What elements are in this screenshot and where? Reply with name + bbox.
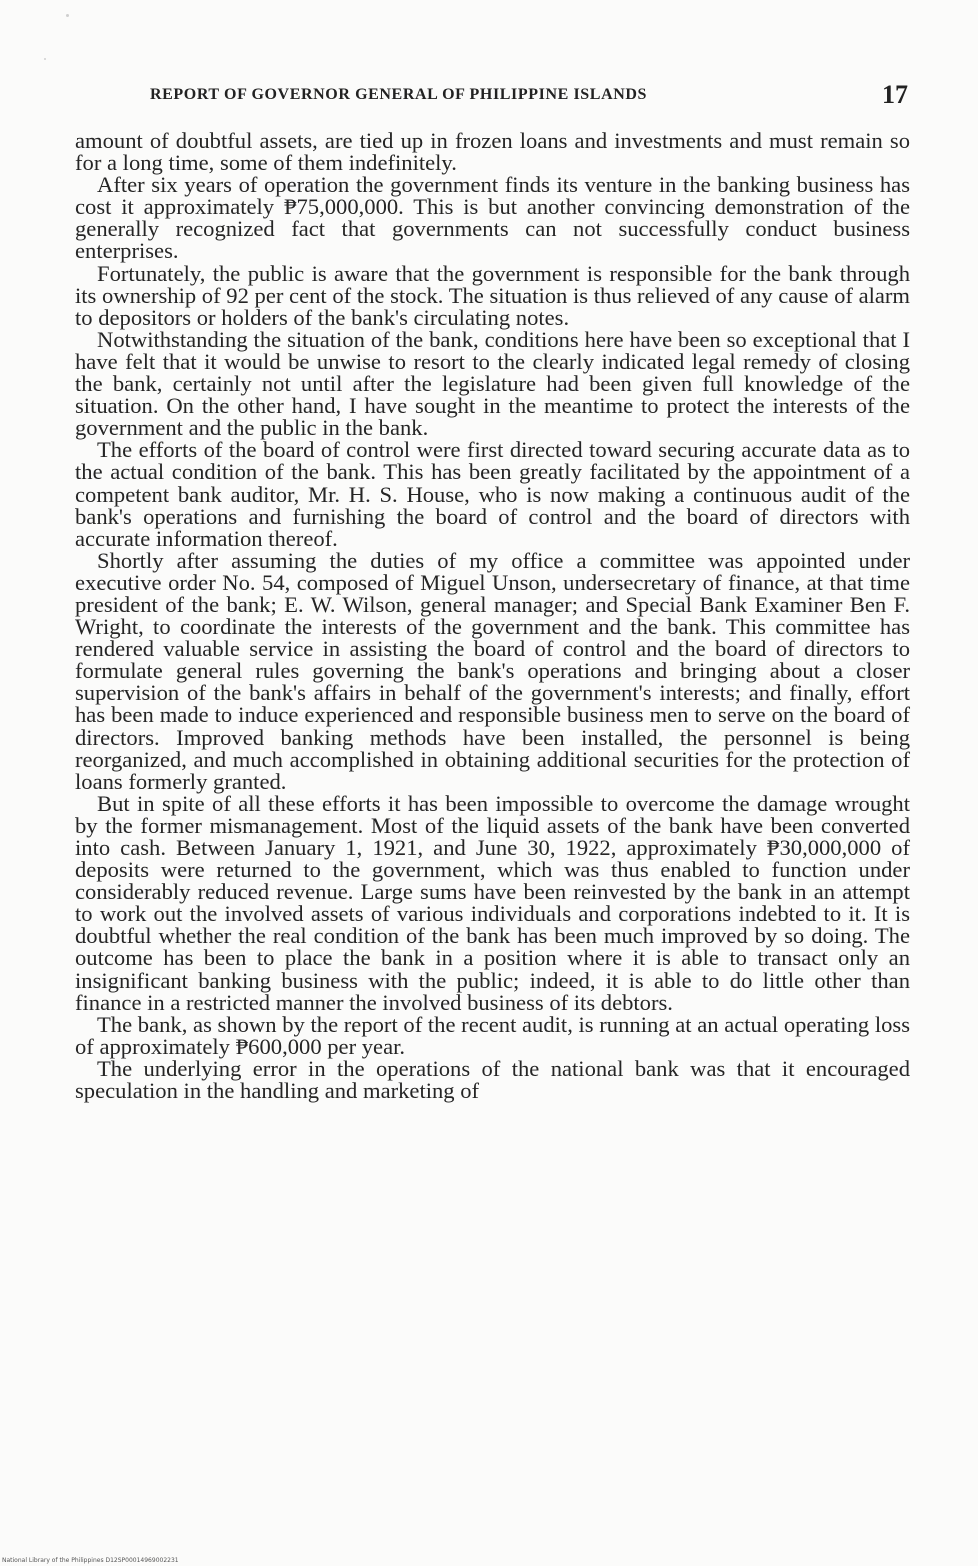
paragraph: After six years of operation the government finds its venture in the banking business has cost it approximately ₱75,000,000. This is but another convincing demonstration of the generally recognized fact that governments can not successfully conduct business enterprises. (75, 172, 910, 264)
paragraph: The bank, as shown by the report of the recent audit, is running at an actual operating loss of approximately ₱600,000 per year. (75, 1011, 910, 1059)
paragraph: The efforts of the board of control were first directed toward securing accurate data as to the actual condition of the bank. This has been greatly facilitated by the appointment of a competent bank auditor, Mr. H. S. House, who is now making a continuous audit of the bank's operations and furnishing the board of control and the board of directors with accurate information thereof. (75, 437, 910, 551)
scan-speck (66, 14, 69, 17)
page-header (150, 80, 910, 110)
paragraph: But in spite of all these efforts it has been impossible to overcome the damage wrought by the former mismanagement. Most of the liquid assets of the bank have been converted into cash. Between January 1, 1921, and June 30, 1922, approximately ₱30,000,000 of deposits were returned to the government, which was thus enabled to function under considerably reduced revenue. Large sums have been reinvested by the bank in an attempt to work out the involved assets of various individuals and corporations indebted to it. It is doubtful whether the real condition of the bank has been much improved by so doing. The outcome has been to place the bank in a position where it is able to transact only an insignificant banking business with the public; indeed, it is able to do little other than finance in a restricted manner the involved business of its debtors. (75, 790, 910, 1015)
body-text (75, 130, 910, 1102)
footer-credit: National Library of the Philippines D12SP00014969002231 (2, 1557, 179, 1564)
paragraph: Fortunately, the public is aware that the government is responsible for the bank through its ownership of 92 per cent of the stock. The situation is thus relieved of any cause of alarm to depositors or holders of the bank's circulating notes. (75, 260, 910, 330)
page-number: 17 (882, 80, 908, 109)
paragraph: Shortly after assuming the duties of my office a committee was appointed under executive order No. 54, composed of Miguel Unson, undersecretary of finance, at that time president of the bank; E. W. Wilson, general manager; and Special Bank Examiner Ben F. Wright, to coordinate the interests of the government and the bank. This committee has rendered valuable service in assisting the board of control and the board of directors to formulate general rules governing the bank's operations and bringing about a closer supervision of the bank's affairs in behalf of the government's interests; and finally, effort has been made to induce experienced and responsible business men to serve on the board of directors. Improved banking methods have been installed, the personnel is being reorganized, and much accomplished in obtaining additional securities for the protection of loans formerly granted. (75, 547, 910, 794)
scan-speck (44, 58, 46, 60)
paragraph: amount of doubtful assets, are tied up in frozen loans and investments and must remain so for a long time, some of them indefinitely. (75, 128, 910, 176)
paragraph: Notwithstanding the situation of the bank, conditions here have been so exceptional that I have felt that it would be unwise to resort to the clearly indicated legal remedy of closing the bank, certainly not until after the legislature had been given full knowledge of the situation. On the other hand, I have sought in the meantime to protect the interests of the government and the public in the bank. (75, 326, 910, 441)
running-head: REPORT OF GOVERNOR GENERAL OF PHILIPPINE ISLANDS (150, 86, 648, 103)
paragraph: The underlying error in the operations of the national bank was that it encouraged speculation in the handling and marketing of (75, 1055, 910, 1104)
